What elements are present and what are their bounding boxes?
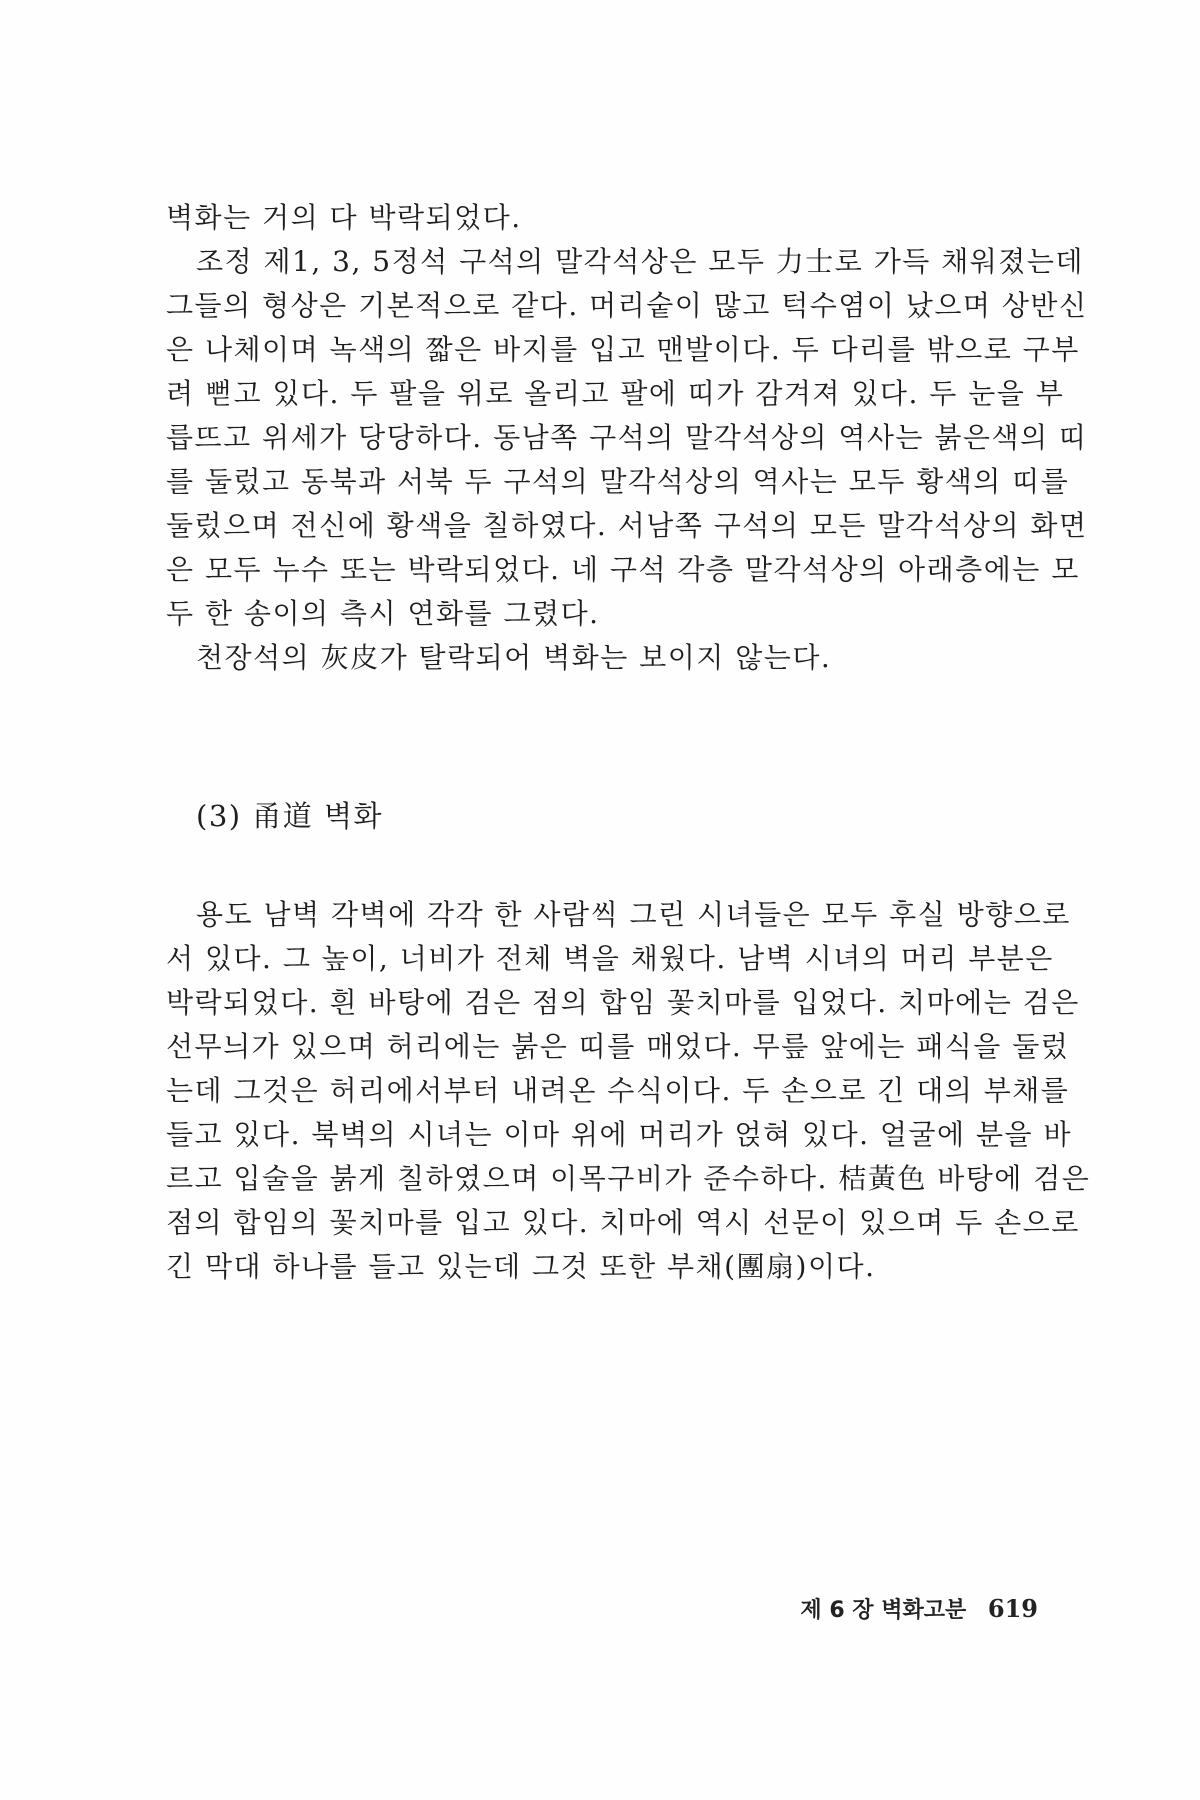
text-line: 려 뻗고 있다. 두 팔을 위로 올리고 팔에 띠가 감겨져 있다. 두 눈을 부 — [166, 377, 1065, 410]
text-line: 두 한 송이의 측시 연화를 그렸다. — [166, 597, 600, 630]
text-line: 둘렀으며 전신에 황색을 칠하였다. 서남쪽 구석의 모든 말각석상의 화면 — [166, 509, 1088, 542]
page-footer — [800, 1592, 1038, 1628]
text-line: 는데 그것은 허리에서부터 내려온 수식이다. 두 손으로 긴 대의 부채를 — [166, 1074, 1070, 1107]
text-line: 르고 입술을 붉게 칠하였으며 이목구비가 준수하다. 桔黃色 바탕에 검은 — [166, 1162, 1091, 1195]
text-line: 조정 제1, 3, 5정석 구석의 말각석상은 모두 力士로 가득 채워졌는데 — [196, 245, 1084, 278]
text-line: 은 나체이며 녹색의 짧은 바지를 입고 맨발이다. 두 다리를 밖으로 구부 — [166, 333, 1080, 366]
text-line: 선무늬가 있으며 허리에는 붉은 띠를 매었다. 무릎 앞에는 패식을 둘렀 — [166, 1030, 1070, 1063]
paragraph-block-1 — [166, 196, 1088, 680]
text-line: 그들의 형상은 기본적으로 같다. 머리숱이 많고 턱수염이 났으며 상반신 — [166, 289, 1088, 322]
section-heading: (3) 甬道 벽화 — [196, 799, 384, 833]
chapter-title: 제 6 장 벽화고분 — [800, 1598, 967, 1623]
text-line: 들고 있다. 북벽의 시녀는 이마 위에 머리가 얹혀 있다. 얼굴에 분을 바 — [166, 1118, 1073, 1151]
text-line: 벽화는 거의 다 박락되었다. — [166, 201, 522, 234]
text-line: 서 있다. 그 높이, 너비가 전체 벽을 채웠다. 남벽 시녀의 머리 부분은 — [166, 942, 1054, 975]
text-line: 점의 합임의 꽃치마를 입고 있다. 치마에 역시 선문이 있으며 두 손으로 — [166, 1206, 1080, 1239]
text-line: 박락되었다. 흰 바탕에 검은 점의 합임 꽃치마를 입었다. 치마에는 검은 — [166, 986, 1080, 1019]
text-line: 릅뜨고 위세가 당당하다. 동남쪽 구석의 말각석상의 역사는 붉은색의 띠 — [166, 421, 1088, 454]
text-line: 를 둘렀고 동북과 서북 두 구석의 말각석상의 역사는 모두 황색의 띠를 — [166, 465, 1070, 498]
text-line: 천장석의 灰皮가 탈락되어 벽화는 보이지 않는다. — [196, 641, 832, 674]
text-line: 긴 막대 하나를 들고 있는데 그것 또한 부채(團扇)이다. — [166, 1250, 876, 1283]
text-line: 용도 남벽 각벽에 각각 한 사람씩 그린 시녀들은 모두 후실 방향으로 — [196, 898, 1071, 931]
paragraph-block-2 — [166, 893, 1091, 1289]
page-number: 619 — [987, 1594, 1038, 1623]
text-line: 은 모두 누수 또는 박락되었다. 네 구석 각층 말각석상의 아래층에는 모 — [166, 553, 1080, 586]
